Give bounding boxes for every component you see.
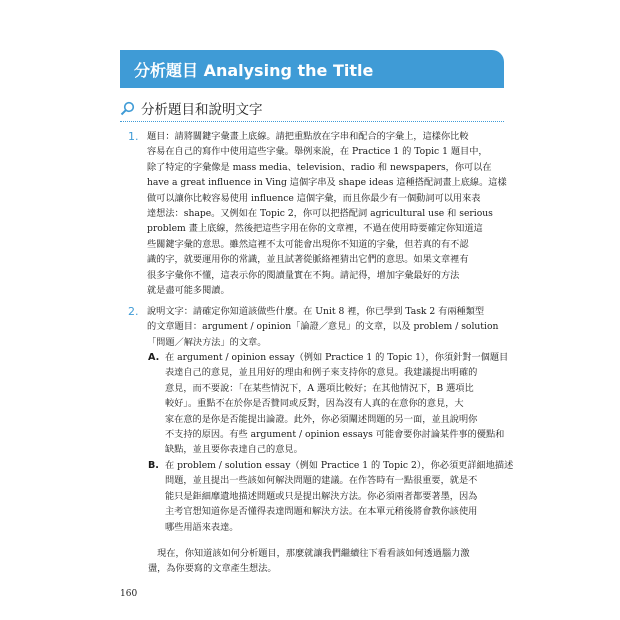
text-line: 達想法：shape。又例如在 Topic 2，你可以把搭配詞 agricultural use 和 serious bbox=[147, 207, 493, 219]
subheading-text: 分析題目和說明文字 bbox=[141, 102, 263, 118]
text-line: 意見，而不要說：「在某些情況下，A 選項比較好；在其他情況下，B 選項比 bbox=[165, 382, 474, 394]
closing-paragraph bbox=[148, 546, 470, 577]
item-b-body bbox=[165, 458, 513, 535]
subheading bbox=[120, 98, 263, 118]
text-line: 做可以讓你比較容易使用 influence 這個字彙，而且你最少有一個動詞可以用來表 bbox=[147, 192, 481, 204]
section-1-number: 1. bbox=[128, 130, 139, 143]
text-line: 容易在自己的寫作中使用這些字彙。舉例來說，在 Practice 1 的 Topic 1 題目中， bbox=[147, 146, 488, 158]
text-line: problem 畫上底線，然後把這些字用在你的文章裡，不過在使用時要確定你知道這 bbox=[147, 223, 483, 235]
section-1-body bbox=[147, 129, 507, 298]
text-line: 能只是鉅細靡遺地描述問題或只是提出解決方法。你必須兩者都要著墨，因為 bbox=[165, 490, 478, 502]
text-line: 在 problem / solution essay（例如 Practice 1 的 Topic 2），你必須更詳細地描述 bbox=[165, 460, 514, 471]
item-a-body bbox=[165, 350, 508, 458]
text-line: 盪，為你要寫的文章產生想法。 bbox=[148, 563, 277, 575]
item-a-label: A. bbox=[148, 352, 160, 363]
text-line: 家在意的是你是否能提出論證。此外，你必須闡述問題的另一面，並且說明你 bbox=[165, 413, 478, 425]
section-2-number: 2. bbox=[128, 305, 139, 318]
text-line: 很多字彙你不懂，這表示你的閱讀量實在不夠。請記得，增加字彙最好的方法 bbox=[147, 269, 460, 281]
item-b-label: B. bbox=[148, 460, 159, 471]
text-line: 不支持的原因。有些 argument / opinion essays 可能會要你討論某件事的優點和 bbox=[165, 428, 505, 440]
text-line: have a great influence in Ving 這個字串及 shape ideas 這種搭配詞畫上底線。這樣 bbox=[147, 177, 507, 189]
text-line: 除了特定的字彙像是 mass media、television、radio 和 newspapers，你可以在 bbox=[147, 161, 492, 173]
text-line: 現在，你知道該如何分析題目，那麼就讓我們繼續往下看看該如何透過腦力激 bbox=[148, 548, 470, 559]
text-line: 識的字，就要運用你的常識，並且試著從脈絡裡猜出它們的意思。如果文章裡有 bbox=[147, 254, 469, 266]
text-line: 在 argument / opinion essay（例如 Practice 1 的 Topic 1），你須針對一個題目 bbox=[165, 352, 509, 363]
page-number: 160 bbox=[120, 589, 138, 599]
text-line: 些關鍵字彙的意思。雖然這裡不太可能會出現你不知道的字彙，但若真的有不認 bbox=[147, 238, 469, 250]
text-line: 表達自己的意見，並且用好的理由和例子來支持你的意見。我建議提出明確的 bbox=[165, 367, 478, 379]
text-line: 哪些用語來表達。 bbox=[165, 521, 239, 533]
section-2-body bbox=[147, 304, 498, 350]
text-line: 較好」。重點不在於你是否贊同或反對，因為沒有人真的在意你的意見，大 bbox=[165, 398, 464, 410]
text-line: 缺點，並且要你表達自己的意見。 bbox=[165, 444, 303, 456]
magnifier-icon bbox=[120, 101, 135, 116]
text-line: 主考官想知道你是否懂得表達問題和解決方法。在本單元稍後將會教你該使用 bbox=[165, 506, 478, 518]
text-line: 「問題／解決方法」的文章。 bbox=[147, 336, 267, 348]
text-line: 說明文字：請確定你知道該做些什麼。在 Unit 8 裡，你已學到 Task 2 有兩種類型 bbox=[147, 306, 485, 317]
subheading-divider bbox=[120, 121, 504, 122]
banner-title: 分析題目 Analysing the Title bbox=[134, 60, 374, 80]
text-line: 就是盡可能多閱讀。 bbox=[147, 284, 230, 296]
text-line: 題目：請將關鍵字彙畫上底線。請把重點放在字串和配合的字彙上，這樣你比較 bbox=[147, 131, 469, 142]
text-line: 問題，並且提出一些該如何解決問題的建議。在作答時有一點很重要，就是不 bbox=[165, 475, 478, 487]
section-banner bbox=[120, 50, 504, 88]
text-line: 的文章題目：argument / opinion「論證／意見」的文章，以及 problem / solution bbox=[147, 321, 499, 333]
